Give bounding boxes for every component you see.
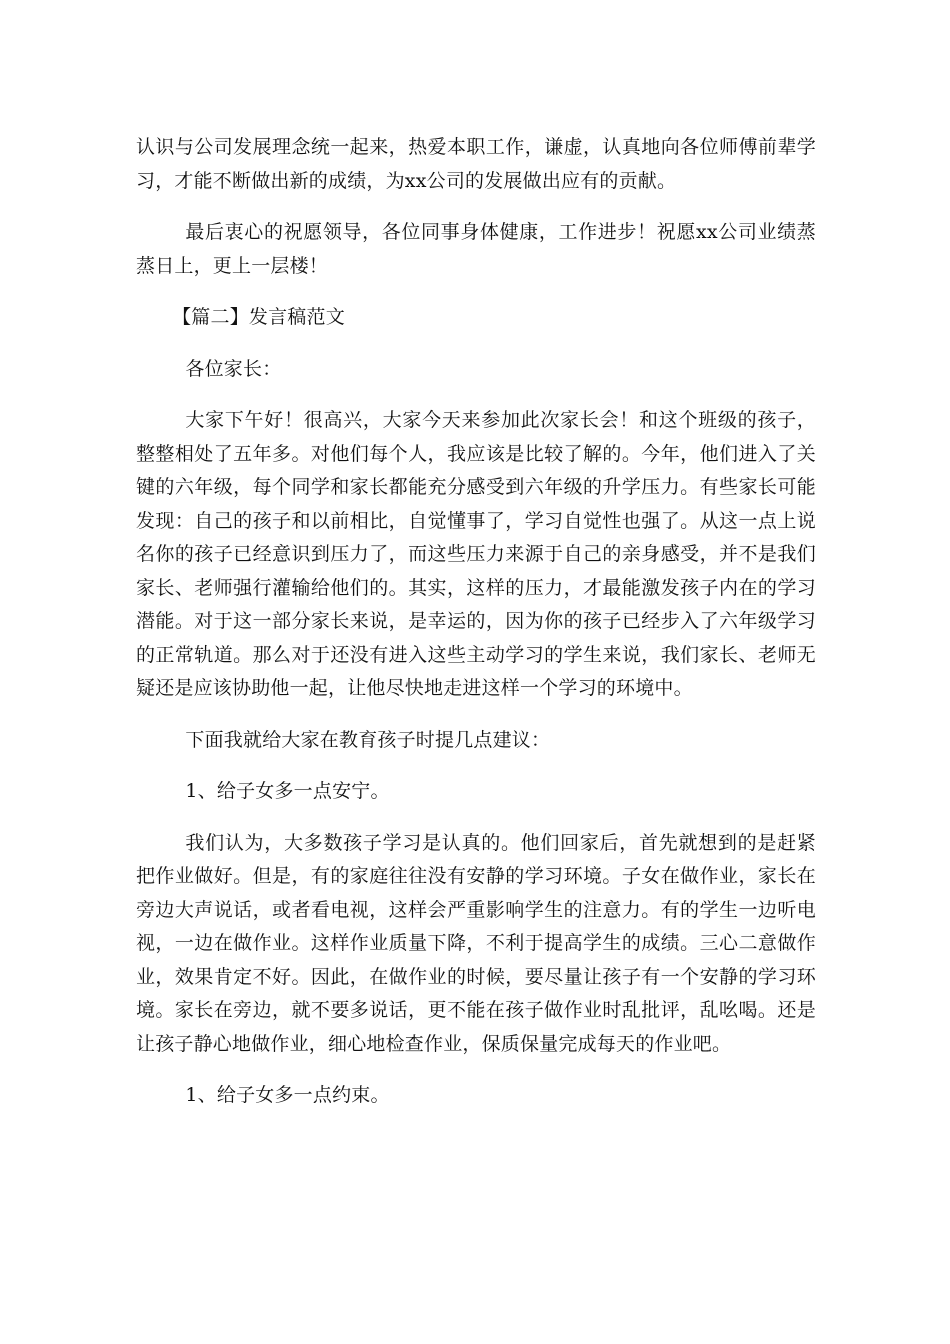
paragraph-suggestions-intro: 下面我就给大家在教育孩子时提几点建议： — [185, 728, 551, 751]
list-item-discipline: 1、给子女多一点约束。 — [185, 1084, 390, 1106]
section-heading: 【篇二】发言稿范文 — [172, 306, 345, 328]
paragraph-quiet-environment: 我们认为，大多数孩子学习是认真的。他们回家后，首先就想到的是赶紧把作业做好。但是，有的家庭往往没有安静的学习环境。子女在做作业，家长在旁边大声说话，或者看电视，这样会严重影响学生的注意力。有的学生一边听电视，一边在做作业。这样作业质量下降，不利于提高学生的成绩。三心二意做作业，效果肯定不好。因此，在做作业的时候，要尽量让孩子有一个安静的学习环境。家长在旁边，就不要多说话，更不能在孩子做作业时乱批评，乱吆喝。还是让孩子静心地做作业，细心地检查作业，保质保量完成每天的作业吧。 — [136, 831, 816, 1055]
paragraph-greeting: 大家下午好！很高兴，大家今天来参加此次家长会！和这个班级的孩子，整整相处了五年多。对他们每个人，我应该是比较了解的。今年，他们进入了关键的六年级，每个同学和家长都能充分感受到六年级的升学压力。有些家长可能发现：自己的孩子和以前相比，自觉懂事了，学习自觉性也强了。从这一点上说名你的孩子已经意识到压力了，而这些压力来源于自己的亲身感受，并不是我们家长、老师强行灌输给他们的。其实，这样的压力，才最能激发孩子内在的学习潜能。对于这一部分家长来说，是幸运的，因为你的孩子已经步入了六年级学习的正常轨道。那么对于还没有进入这些主动学习的学生来说，我们家长、老师无疑还是应该协助他一起，让他尽快地走进这样一个学习的环境中。 — [136, 409, 816, 699]
list-item-quiet: 1、给子女多一点安宁。 — [185, 780, 390, 802]
paragraph-closing-wishes: 最后衷心的祝愿领导，各位同事身体健康，工作进步！祝愿xx公司业绩蒸蒸日上，更上一层楼！ — [136, 221, 816, 277]
paragraph-salutation: 各位家长： — [185, 357, 282, 380]
document-body — [136, 131, 816, 1113]
paragraph-continuation: 认识与公司发展理念统一起来，热爱本职工作，谦虚，认真地向各位师傅前辈学习，才能不断做出新的成绩，为xx公司的发展做出应有的贡献。 — [136, 136, 816, 192]
